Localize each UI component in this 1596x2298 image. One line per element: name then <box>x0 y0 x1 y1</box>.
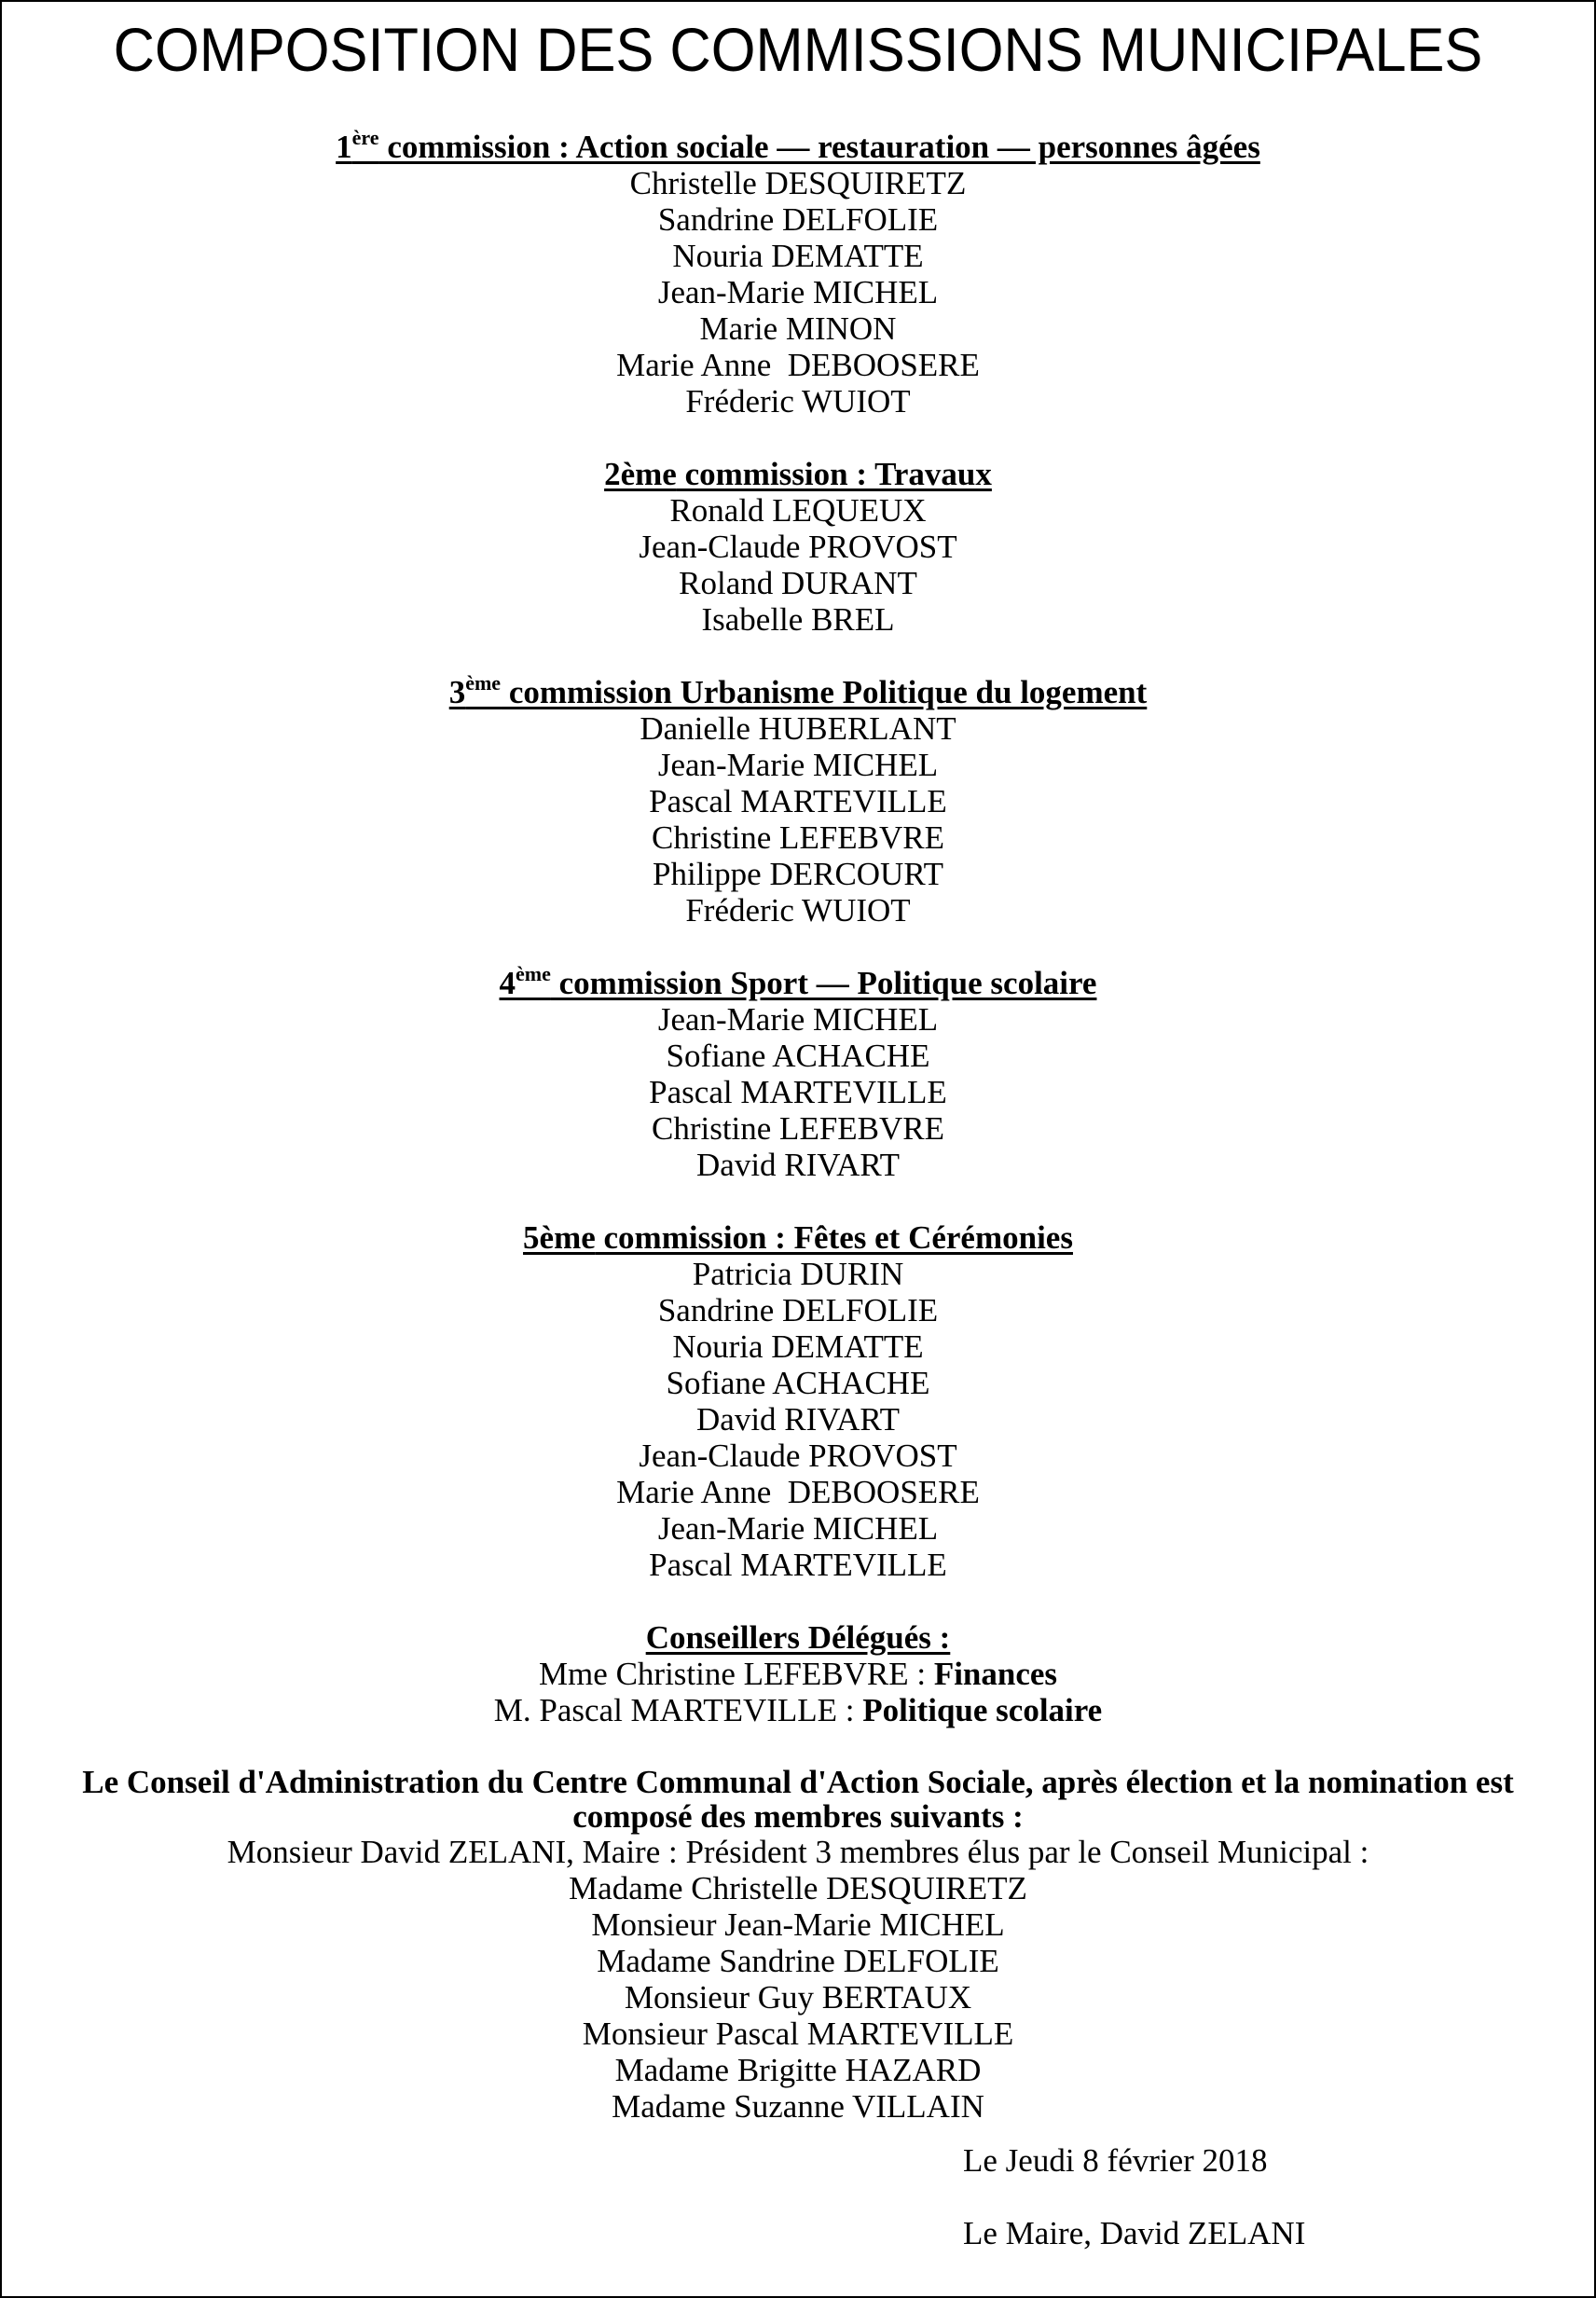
member-name: Marie Anne DEBOOSERE <box>616 1474 980 1510</box>
delegate-role: Finances <box>933 1656 1058 1692</box>
ccas-member: Madame Suzanne VILLAIN <box>612 2088 984 2125</box>
member-name: Sofiane ACHACHE <box>666 1365 930 1401</box>
delegates-section <box>2 1619 1594 1728</box>
member-name: Ronald LEQUEUX <box>669 492 927 529</box>
commission-3 <box>2 671 1594 929</box>
member-name: Jean-Marie MICHEL <box>657 747 939 783</box>
member-name: Fréderic WUIOT <box>685 892 911 929</box>
ccas-member: Monsieur David ZELANI, Maire : Président 3 membres élus par le Conseil Municipal : <box>227 1834 1369 1870</box>
commission-heading <box>2 1219 1594 1256</box>
commission-title: commission : Travaux <box>676 456 992 492</box>
member-name: Sandrine DELFOLIE <box>657 201 939 238</box>
signature-date: Le Jeudi 8 février 2018 <box>963 2142 1268 2179</box>
commission-5 <box>2 1219 1594 1583</box>
commission-title: commission Urbanisme Politique du logement <box>501 674 1148 710</box>
delegate-role: Politique scolaire <box>862 1692 1103 1728</box>
member-name: Pascal MARTEVILLE <box>649 783 947 819</box>
ccas-member: Madame Christelle DESQUIRETZ <box>569 1870 1027 1906</box>
member-name: Marie Anne DEBOOSERE <box>616 347 980 383</box>
member-name: David RIVART <box>696 1401 900 1438</box>
member-name: Nouria DEMATTE <box>672 1328 924 1365</box>
commission-title: commission : Fêtes et Cérémonies <box>595 1219 1073 1256</box>
member-name: Christelle DESQUIRETZ <box>629 165 967 201</box>
ccas-member: Madame Sandrine DELFOLIE <box>597 1943 999 1979</box>
delegate-line <box>2 1656 1594 1692</box>
commission-title: commission Sport — Politique scolaire <box>550 965 1097 1001</box>
member-name: Pascal MARTEVILLE <box>649 1074 947 1110</box>
commission-ordinal-suffix: ème <box>465 671 502 695</box>
member-name: Nouria DEMATTE <box>672 238 924 274</box>
commission-number: 2ème <box>604 456 677 492</box>
member-name: Jean-Claude PROVOST <box>639 529 957 565</box>
member-name: Danielle HUBERLANT <box>640 710 956 747</box>
member-name: David RIVART <box>696 1147 900 1183</box>
delegate-line <box>2 1692 1594 1728</box>
member-name: Jean-Marie MICHEL <box>657 1001 939 1038</box>
member-name: Jean-Marie MICHEL <box>657 274 939 310</box>
commission-ordinal-suffix: ème <box>516 962 551 985</box>
member-name: Marie MINON <box>699 310 897 347</box>
member-name: Patricia DURIN <box>692 1256 904 1292</box>
member-name: Roland DURANT <box>679 565 917 601</box>
ccas-section <box>2 1765 1594 2125</box>
page-title: COMPOSITION DES COMMISSIONS MUNICIPALES <box>113 15 1483 84</box>
delegates-heading: Conseillers Délégués : <box>645 1619 951 1656</box>
delegate-person: Mme Christine LEFEBVRE : <box>538 1656 934 1692</box>
commission-title: commission : Action sociale — restauration — personnes âgées <box>378 129 1260 165</box>
commission-4 <box>2 962 1594 1183</box>
member-name: Sofiane ACHACHE <box>666 1038 930 1074</box>
member-name: Fréderic WUIOT <box>685 383 911 420</box>
ccas-member: Monsieur Guy BERTAUX <box>624 1979 972 2016</box>
ccas-heading: Le Conseil d'Administration du Centre Communal d'Action Sociale, après élection et la nomination est composé des membres suivants : <box>82 1764 1514 1835</box>
commission-heading <box>2 456 1594 492</box>
member-name: Philippe DERCOURT <box>653 856 943 892</box>
member-name: Jean-Marie MICHEL <box>657 1510 939 1547</box>
commission-ordinal-suffix: ère <box>351 126 379 149</box>
signature-name: Le Maire, David ZELANI <box>963 2215 1306 2251</box>
delegate-person: M. Pascal MARTEVILLE : <box>493 1692 863 1728</box>
member-name: Isabelle BREL <box>701 601 895 638</box>
member-name: Christine LEFEBVRE <box>651 819 945 856</box>
commission-heading <box>2 126 1594 165</box>
commission-number: 5ème <box>523 1219 596 1256</box>
member-name: Jean-Claude PROVOST <box>639 1438 957 1474</box>
commission-2 <box>2 456 1594 638</box>
commission-1 <box>2 126 1594 420</box>
ccas-member: Monsieur Pascal MARTEVILLE <box>582 2016 1014 2052</box>
ccas-member: Monsieur Jean-Marie MICHEL <box>591 1906 1005 1943</box>
member-name: Christine LEFEBVRE <box>651 1110 945 1147</box>
member-name: Pascal MARTEVILLE <box>649 1547 947 1583</box>
commission-number: 1 <box>336 129 352 165</box>
document-body <box>2 126 1594 2125</box>
commission-number: 4 <box>499 965 516 1001</box>
ccas-member: Madame Brigitte HAZARD <box>614 2052 982 2088</box>
commission-heading <box>2 962 1594 1001</box>
commission-number: 3 <box>448 674 466 710</box>
commission-heading <box>2 671 1594 710</box>
member-name: Sandrine DELFOLIE <box>657 1292 939 1328</box>
